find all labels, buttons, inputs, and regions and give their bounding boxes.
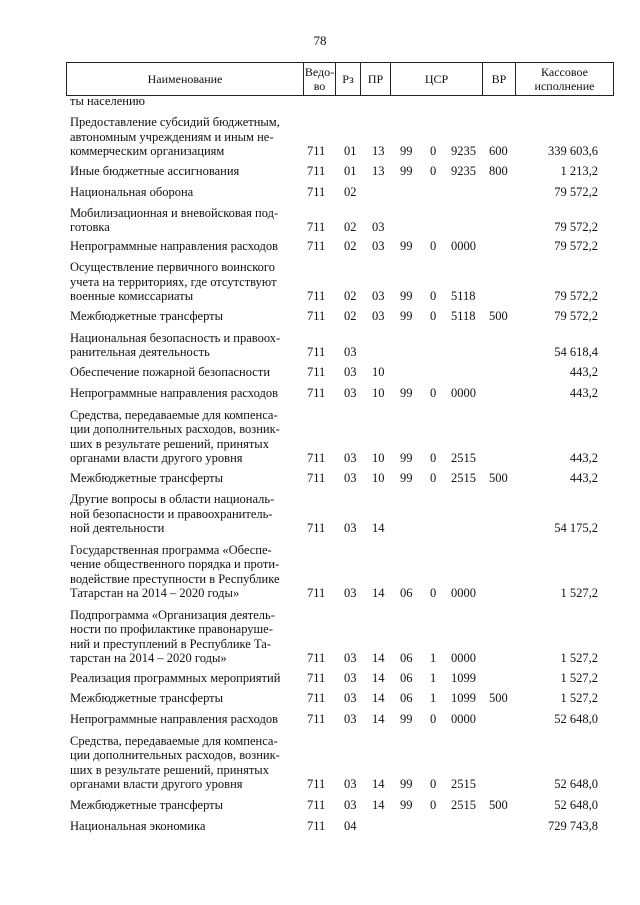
row-csr-subprogram: 0	[430, 711, 437, 726]
row-name: Средства, передаваемые для компенса- ции дополнительных расходов, возник- ших в результате решений, принятых органами власти другого уровня	[70, 734, 280, 791]
row-csr-code: 0000	[451, 650, 476, 665]
table-row	[0, 184, 640, 199]
table-row	[0, 818, 640, 833]
row-rz: 03	[344, 650, 357, 665]
row-csr-subprogram: 1	[430, 690, 437, 705]
row-vedo: 711	[307, 670, 326, 685]
row-sum: 443,2	[569, 470, 598, 485]
row-csr-program: 99	[400, 776, 413, 791]
row-csr-subprogram: 0	[430, 385, 437, 400]
row-csr-code: 5118	[451, 308, 476, 323]
row-vedo: 711	[307, 650, 326, 665]
row-sum: 443,2	[569, 450, 598, 465]
header-rz: Рз	[335, 63, 360, 95]
row-sum: 1 213,2	[560, 163, 598, 178]
row-pr: 14	[372, 670, 385, 685]
row-pr: 10	[372, 470, 385, 485]
row-sum: 79 572,2	[554, 219, 598, 234]
row-sum: 79 572,2	[554, 184, 598, 199]
row-vedo: 711	[307, 184, 326, 199]
row-sum: 1 527,2	[560, 670, 598, 685]
row-csr-program: 99	[400, 308, 413, 323]
row-csr-program: 99	[400, 288, 413, 303]
row-rz: 01	[344, 143, 357, 158]
header-pr: ПР	[360, 63, 390, 95]
row-name: Непрограммные направления расходов	[70, 385, 278, 400]
row-csr-program: 99	[400, 143, 413, 158]
table-row	[0, 163, 640, 178]
row-name: Осуществление первичного воинского учета на территориях, где отсутствуют военные комиссариаты	[70, 260, 277, 303]
row-csr-code: 2515	[451, 470, 476, 485]
row-csr-program: 99	[400, 163, 413, 178]
row-csr-program: 99	[400, 470, 413, 485]
row-vr: 500	[489, 797, 508, 812]
header-name: Наименование	[147, 72, 223, 86]
table-row	[0, 670, 640, 685]
row-vedo: 711	[307, 818, 326, 833]
row-rz: 03	[344, 797, 357, 812]
row-pr: 13	[372, 143, 385, 158]
row-sum: 443,2	[569, 364, 598, 379]
row-pr: 03	[372, 219, 385, 234]
row-rz: 03	[344, 470, 357, 485]
row-pr: 14	[372, 776, 385, 791]
table-row	[0, 364, 640, 379]
row-sum: 52 648,0	[554, 711, 598, 726]
row-csr-program: 06	[400, 585, 413, 600]
row-rz: 02	[344, 238, 357, 253]
table-row	[0, 405, 640, 465]
table-row	[0, 238, 640, 253]
table-row	[0, 328, 640, 359]
row-name: Непрограммные направления расходов	[70, 711, 278, 726]
row-pr: 03	[372, 238, 385, 253]
row-rz: 03	[344, 450, 357, 465]
row-csr-code: 0000	[451, 585, 476, 600]
row-rz: 03	[344, 690, 357, 705]
table-row	[0, 203, 640, 234]
row-sum: 52 648,0	[554, 797, 598, 812]
row-csr-subprogram: 0	[430, 585, 437, 600]
row-pr: 10	[372, 450, 385, 465]
row-csr-subprogram: 0	[430, 288, 437, 303]
row-name: Непрограммные направления расходов	[70, 238, 278, 253]
row-csr-subprogram: 0	[430, 238, 437, 253]
row-csr-subprogram: 0	[430, 797, 437, 812]
row-sum: 339 603,6	[548, 143, 598, 158]
row-csr-program: 06	[400, 670, 413, 685]
row-name: Межбюджетные трансферты	[70, 470, 224, 485]
table-row	[0, 112, 640, 158]
row-name: Иные бюджетные ассигнования	[70, 163, 240, 178]
row-csr-subprogram: 0	[430, 163, 437, 178]
table-row	[0, 731, 640, 791]
row-csr-code: 5118	[451, 288, 476, 303]
row-csr-subprogram: 0	[430, 450, 437, 465]
table-row	[0, 308, 640, 323]
row-name: Межбюджетные трансферты	[70, 797, 224, 812]
row-csr-subprogram: 0	[430, 470, 437, 485]
row-rz: 02	[344, 308, 357, 323]
row-csr-subprogram: 0	[430, 143, 437, 158]
row-name: Межбюджетные трансферты	[70, 690, 224, 705]
row-rz: 03	[344, 344, 357, 359]
row-vedo: 711	[307, 585, 326, 600]
row-csr-program: 99	[400, 385, 413, 400]
row-csr-code: 1099	[451, 670, 476, 685]
table-row	[0, 385, 640, 400]
row-rz: 03	[344, 364, 357, 379]
row-name: Обеспечение пожарной безопасности	[70, 364, 271, 379]
row-rz: 03	[344, 585, 357, 600]
row-vedo: 711	[307, 690, 326, 705]
row-vedo: 711	[307, 711, 326, 726]
table-row	[0, 690, 640, 705]
row-rz: 03	[344, 670, 357, 685]
row-rz: 02	[344, 184, 357, 199]
row-csr-subprogram: 0	[430, 776, 437, 791]
row-sum: 79 572,2	[554, 308, 598, 323]
table-row	[0, 711, 640, 726]
row-pr: 14	[372, 520, 385, 535]
row-csr-code: 9235	[451, 163, 476, 178]
row-pr: 14	[372, 690, 385, 705]
continuation-text: ты населению	[70, 94, 145, 108]
row-rz: 04	[344, 818, 357, 833]
row-csr-subprogram: 1	[430, 670, 437, 685]
row-name: Предоставление субсидий бюджетным, автономным учреждениям и иным не- коммерческим организациям	[70, 115, 280, 158]
table-row	[0, 489, 640, 535]
table-row	[0, 797, 640, 812]
row-sum: 79 572,2	[554, 238, 598, 253]
row-rz: 03	[344, 776, 357, 791]
row-csr-code: 0000	[451, 385, 476, 400]
row-name: Национальная оборона	[70, 184, 194, 199]
row-csr-program: 99	[400, 450, 413, 465]
row-csr-code: 2515	[451, 797, 476, 812]
row-csr-subprogram: 0	[430, 308, 437, 323]
header-csr: ЦСР	[390, 63, 482, 95]
row-vr: 500	[489, 470, 508, 485]
page-number: 78	[313, 33, 327, 48]
row-rz: 03	[344, 385, 357, 400]
row-csr-code: 9235	[451, 143, 476, 158]
row-vedo: 711	[307, 344, 326, 359]
row-name: Подпрограмма «Организация деятель- ности по профилактике правонаруше- ний и преступлений в Республике Та- тарстан на 2014 – 2020 годы»	[70, 608, 275, 665]
row-name: Национальная экономика	[70, 818, 206, 833]
row-vedo: 711	[307, 163, 326, 178]
row-pr: 14	[372, 797, 385, 812]
row-csr-program: 99	[400, 711, 413, 726]
row-vr: 500	[489, 308, 508, 323]
row-pr: 14	[372, 711, 385, 726]
row-name: Государственная программа «Обеспе- чение общественного порядка и проти- водействие преступности в Республике Татарстан на 2014 – 2020 годы»	[70, 543, 280, 600]
row-csr-code: 2515	[451, 450, 476, 465]
row-csr-code: 2515	[451, 776, 476, 791]
row-vedo: 711	[307, 450, 326, 465]
row-vedo: 711	[307, 385, 326, 400]
row-vedo: 711	[307, 470, 326, 485]
row-vr: 600	[489, 143, 508, 158]
row-rz: 01	[344, 163, 357, 178]
row-csr-program: 06	[400, 690, 413, 705]
table-row	[0, 605, 640, 665]
row-sum: 1 527,2	[560, 650, 598, 665]
row-name: Национальная безопасность и правоох- ранительная деятельность	[70, 330, 281, 359]
row-pr: 10	[372, 385, 385, 400]
row-vedo: 711	[307, 288, 326, 303]
row-vedo: 711	[307, 797, 326, 812]
row-vr: 500	[489, 690, 508, 705]
row-csr-program: 99	[400, 797, 413, 812]
row-vedo: 711	[307, 520, 326, 535]
row-name: Мобилизационная и вневойсковая под- готовка	[70, 205, 279, 234]
row-vedo: 711	[307, 364, 326, 379]
row-rz: 02	[344, 219, 357, 234]
header-vedo: Ведо- во	[304, 65, 335, 93]
row-name: Межбюджетные трансферты	[70, 308, 224, 323]
row-pr: 14	[372, 585, 385, 600]
row-name: Реализация программных мероприятий	[70, 670, 281, 685]
row-sum: 1 527,2	[560, 690, 598, 705]
row-csr-code: 1099	[451, 690, 476, 705]
row-pr: 14	[372, 650, 385, 665]
row-vedo: 711	[307, 238, 326, 253]
row-csr-code: 0000	[451, 238, 476, 253]
row-vedo: 711	[307, 776, 326, 791]
row-pr: 03	[372, 308, 385, 323]
row-csr-subprogram: 1	[430, 650, 437, 665]
row-csr-code: 0000	[451, 711, 476, 726]
row-rz: 02	[344, 288, 357, 303]
row-csr-program: 99	[400, 238, 413, 253]
row-sum: 79 572,2	[554, 288, 598, 303]
table-row	[0, 540, 640, 600]
row-name: Средства, передаваемые для компенса- ции дополнительных расходов, возник- ших в результате решений, принятых органами власти другого уровня	[70, 408, 280, 465]
row-pr: 03	[372, 288, 385, 303]
table-header	[66, 62, 614, 96]
header-sum: Кассовое исполнение	[515, 63, 613, 95]
row-sum: 54 618,4	[554, 344, 598, 359]
row-sum: 54 175,2	[554, 520, 598, 535]
row-sum: 1 527,2	[560, 585, 598, 600]
row-sum: 729 743,8	[548, 818, 598, 833]
row-vedo: 711	[307, 308, 326, 323]
row-csr-program: 06	[400, 650, 413, 665]
row-rz: 03	[344, 711, 357, 726]
row-vedo: 711	[307, 143, 326, 158]
row-rz: 03	[344, 520, 357, 535]
row-pr: 10	[372, 364, 385, 379]
row-pr: 13	[372, 163, 385, 178]
row-sum: 52 648,0	[554, 776, 598, 791]
row-vr: 800	[489, 163, 508, 178]
table-row	[0, 470, 640, 485]
header-vr: ВР	[482, 63, 515, 95]
table-row	[0, 258, 640, 303]
row-sum: 443,2	[569, 385, 598, 400]
row-name: Другие вопросы в области националь- ной безопасности и правоохранитель- ной деятельности	[70, 492, 275, 535]
row-vedo: 711	[307, 219, 326, 234]
